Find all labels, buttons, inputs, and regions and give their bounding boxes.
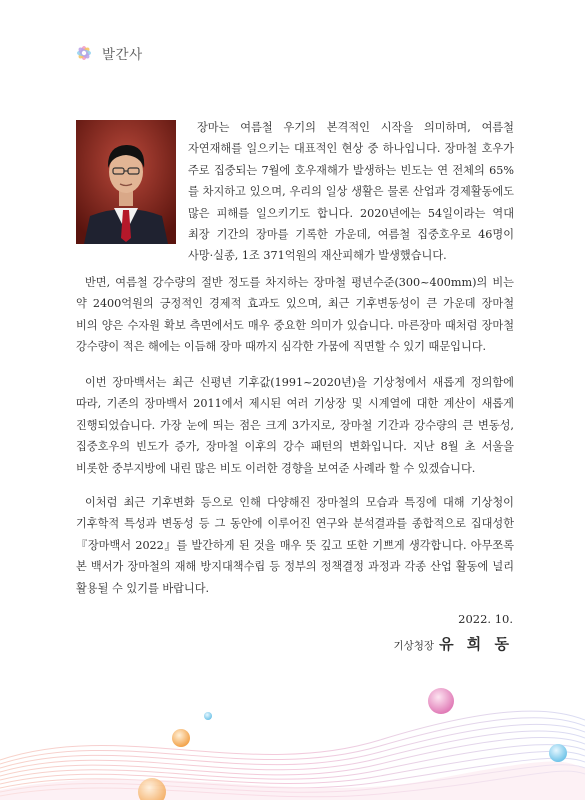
- paragraph-1: 장마는 여름철 우기의 본격적인 시작을 의미하며, 여름철 자연재해를 일으키는 대표적인 현상 중 하나입니다. 장마철 호우가 주로 집중되는 7월에 호우재해가 발생하는 빈도는 연 전체의 65%를 차지하고 있으며, 우리의 일상 생활은 물론 산업과 경제활동에도 많은 피해를 일으키기도 합니다. 2020년에는 54일이라는 역대 최장 기간의 장마를 기록한 가운데, 여름철 집중호우로 46명이 사망·실종, 1조 371억원의 재산피해가 발생했습니다.: [188, 121, 514, 263]
- paragraph-4: 이처럼 최근 기후변화 등으로 인해 다양해진 장마철의 모습과 특징에 대해 기상청이 기후학적 특성과 변동성 등 그 동안에 이루어진 연구와 분석결과를 종합적으로 집대성한 『장마백서 2022』를 발간하게 된 것을 매우 뜻 깊고 또한 기쁘게 생각합니다. 아무쪼록 본 백서가 장마철의 재해 방지대책수립 등 정부의 정책결정 과정과 각종 산업 활동에 널리 활용될 수 있기를 바랍니다.: [76, 496, 514, 595]
- paragraph-2: 반면, 여름철 강수량의 절반 정도를 차지하는 장마철 평년수준(300~400mm)의 비는 약 2400억원의 긍정적인 경제적 효과도 있으며, 최근 기후변동성이 큰 가운데 장마철 비의 양은 수자원 확보 측면에서도 매우 중요한 의미가 있습니다. 마른장마 때처럼 장마철 강수량이 적은 해에는 이듬해 장마 때까지 심각한 가뭄에 직면할 수 있기 때문입니다.: [76, 276, 514, 354]
- flower-logo-icon: [72, 41, 96, 65]
- signer-title: 기상청장: [393, 640, 435, 652]
- portrait-photo: [76, 120, 176, 244]
- publication-date: 2022. 10.: [458, 612, 513, 626]
- decorative-waves: [0, 660, 585, 800]
- signer-name: 유 희 동: [439, 635, 513, 653]
- page-title: 발간사: [102, 47, 143, 63]
- page-header: [72, 40, 143, 66]
- paragraph-3: 이번 장마백서는 최근 신평년 기후값(1991~2020년)을 기상청에서 새롭게 정의함에 따라, 기존의 장마백서 2011에서 제시된 여러 기상장 및 시계열에 대한 계산이 새롭게 진행되었습니다. 가장 눈에 띄는 점은 크게 3가지로, 장마철 기간과 강수량의 큰 변동성, 집중호우의 빈도가 증가, 장마철 이후의 강수 패턴의 변화입니다. 지난 8월 초 서울을 비롯한 중부지방에 내린 많은 비도 이러한 경향을 보여준 사례라 할 수 있겠습니다.: [76, 376, 514, 475]
- signature-block: [394, 633, 514, 654]
